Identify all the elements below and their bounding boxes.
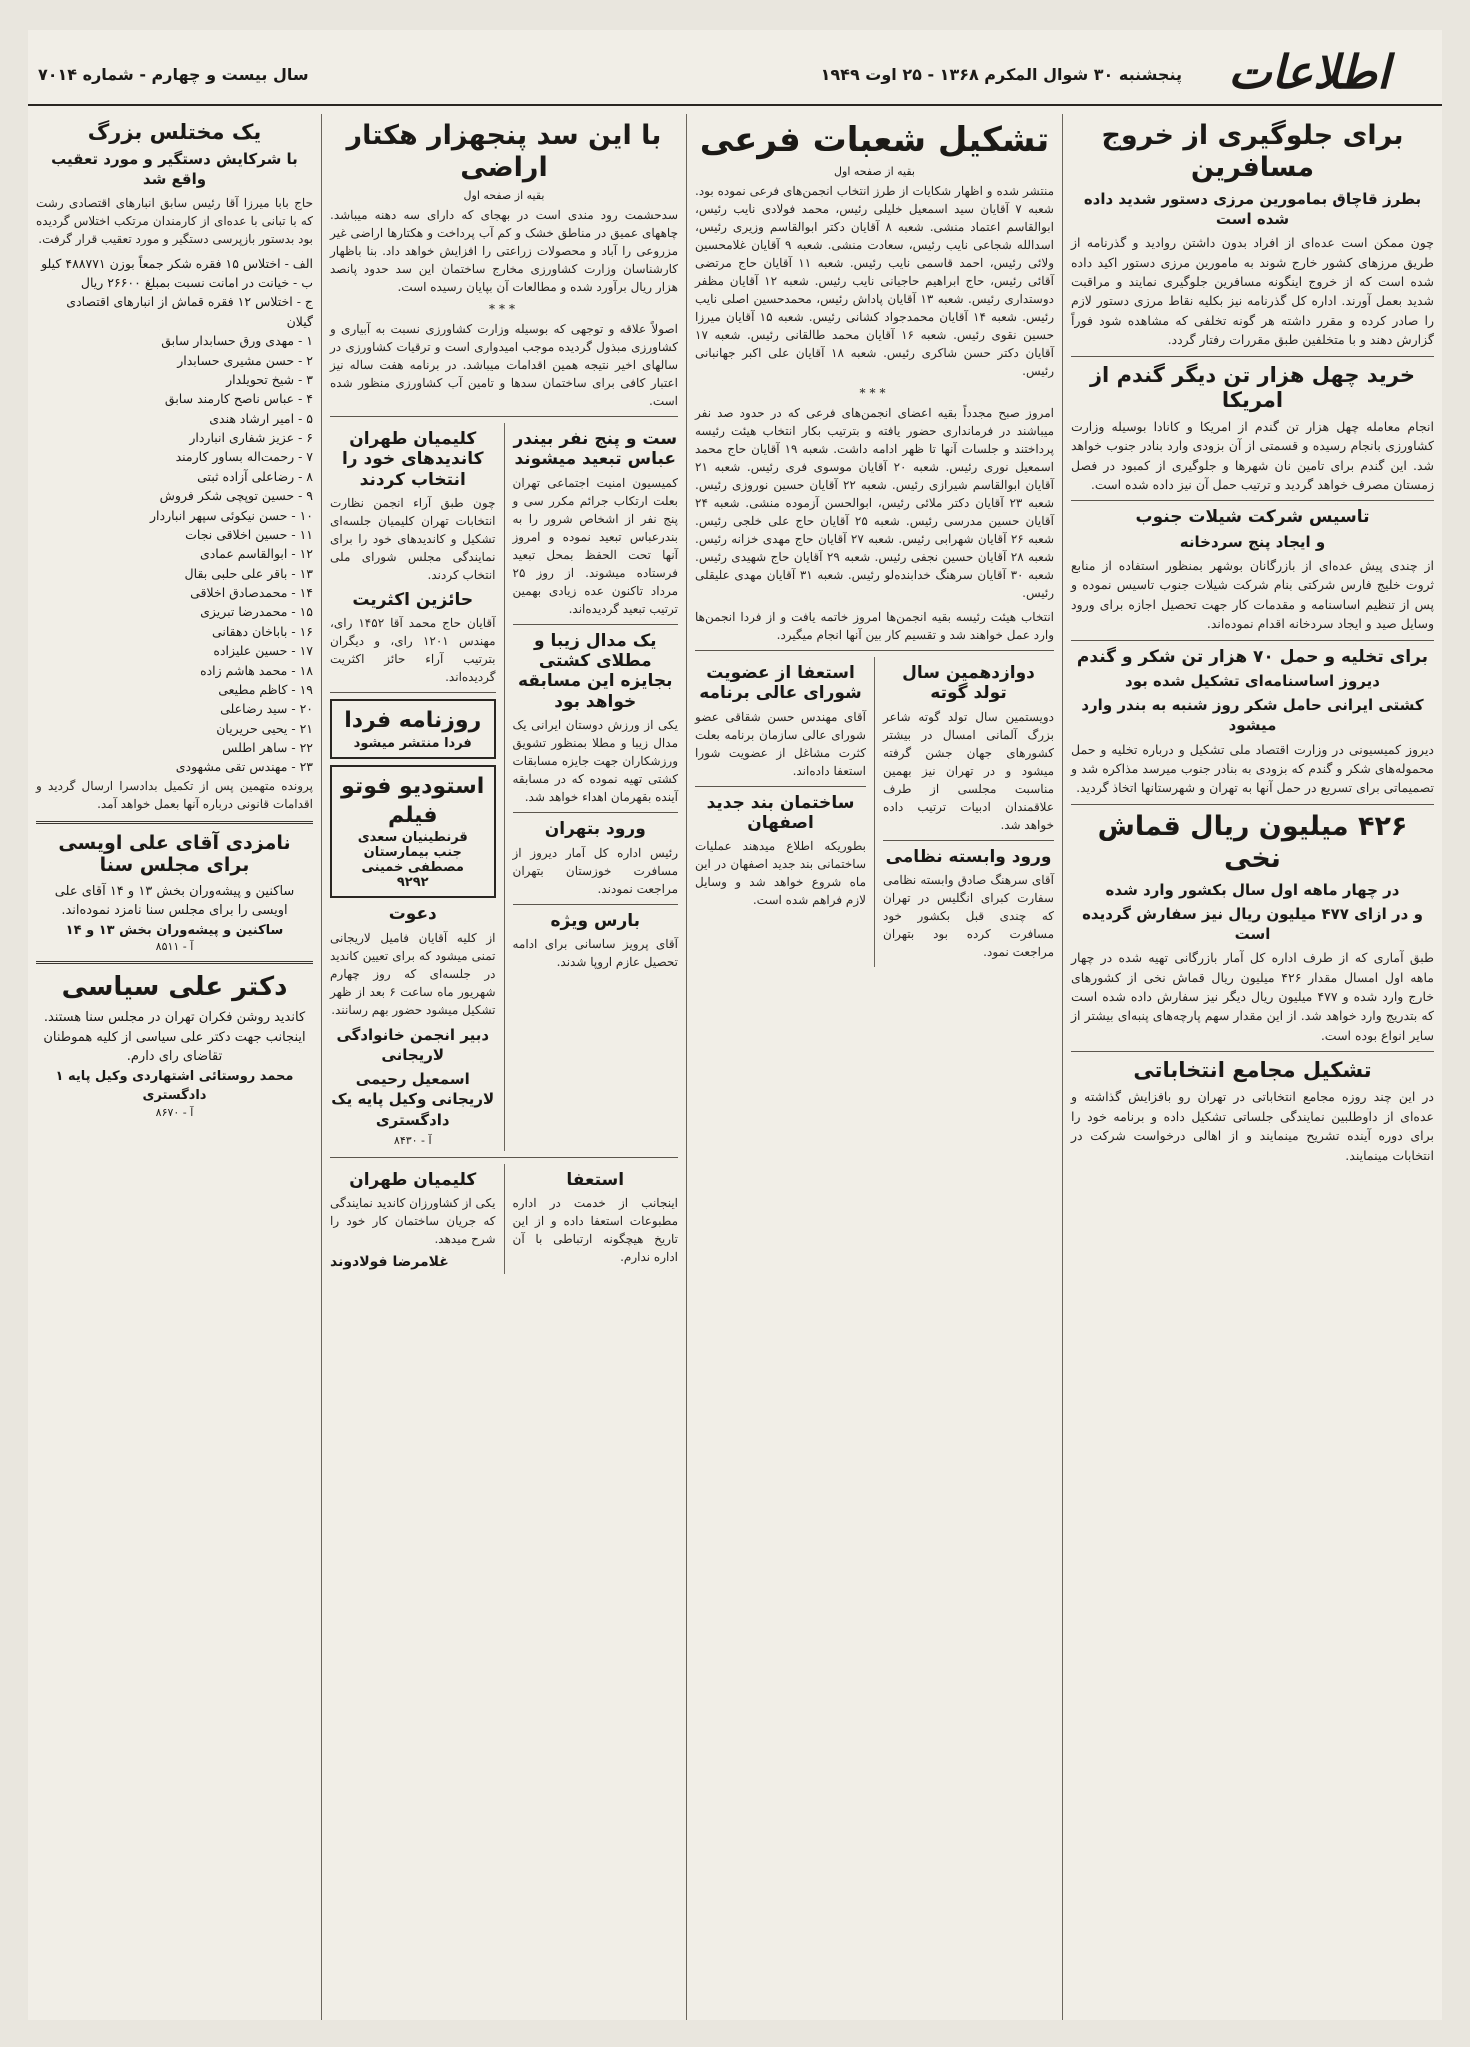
- defendants-list: [36, 254, 313, 777]
- separator-stars: ***: [489, 301, 519, 316]
- divider: [1071, 804, 1434, 805]
- article-3-subheadline: و ایجاد پنج سردخانه: [1179, 532, 1326, 551]
- article-10-headline: ساختمان بند جدید اصفهان: [706, 792, 855, 833]
- article-9-headline: استعفا از عضویت شورای عالی برنامه: [699, 662, 862, 704]
- list-item: ۲۳ - مهندس تقی مشهودی: [175, 759, 313, 775]
- ad-siasi-body: کاندید روشن فکران تهران در مجلس سنا هستند. اینجانب جهت دکتر علی سیاسی از کلیه هموطنان تقاضای رای دارم.: [43, 1010, 306, 1065]
- column-3-lower: [330, 423, 678, 1151]
- ad-farda-line: فردا منتشر میشود: [353, 735, 472, 751]
- article-6-headline: تشکیل مجامع انتخاباتی: [1133, 1058, 1372, 1083]
- column-3-bottom: [330, 1164, 678, 1274]
- article-12-body: سدحشمت رود مندی است در بهجای که دارای سه دهنه میباشد. چاههای عمیق در مناطق خشک و کم آب پرداخت و هکتارها اراضی غیر مزروعی را آباد و محصولات زراعتی را افزایش خواهد داد. بنا باظهار کارشناسان وزارت کشاورزی مخارج ساختمان این سد حدود پانصد هزار ریال برآورد شده و مطالعات آن بپایان رسیده است.: [330, 207, 678, 294]
- ad-studio-address: جنب بیمارستان مصطفی خمینی: [361, 845, 464, 876]
- continued-note: بقیه از صفحه اول: [463, 188, 545, 202]
- column-2: [686, 114, 1062, 2020]
- article-1-body: چون ممکن است عده‌ای از افراد بدون داشتن روادید و گذرنامه از طریق مرزهای کشور خارج شوند به مامورین مرزی دستور اکید داده شده است که از خروج اینگونه مسافرین جلوگیری نمایند و مراقبت شدید بعمل آورند. اداره کل گذرنامه نیز بکلیه نقاط مرزی دستور لازم را صادر کرده و مقرر داشته هر گونه تخلفی که مشاهده شود فوراً گزارش دهند و با متخلفین طبق مقررات رفتار گردد.: [1071, 235, 1434, 348]
- ad-farda-title: روزنامه فردا: [344, 708, 482, 734]
- ad-studio-line: قرنطینیان سعدی: [357, 830, 468, 846]
- article-19-body: یکی از کشاورزان کاندید نمایندگی که جریان ساختمان کار خود را شرح میدهد.: [329, 1196, 496, 1247]
- list-item: ۱۲ - ابوالقاسم عمادی: [199, 546, 313, 562]
- article-20-body: حاج بابا میرزا آقا رئیس سابق انبارهای اقتصادی رشت که با تبانی با عده‌ای از کارمندان مرتکب اختلاس گردیده بود بدستور بازپرسی دستگیر و مورد تعقیب قرار گرفت.: [36, 195, 313, 246]
- article-12-body-2: اصولاً علاقه و توجهی که بوسیله وزارت کشاورزی نسبت به آبیاری و کشاورزی مبذول گردیده موجب امیدواری است و ترقیات کشاورزی در سالهای اخیر نتیجه همین اقدامات میباشد. در برنامه هفت ساله نیز اعتبار کافی برای ساختمان سدها و تامین آب کشاورزی منظور شده است.: [330, 321, 678, 408]
- list-item: ۴ - عباس ناصح کارمند سابق: [164, 391, 313, 407]
- article-9-body: آقای مهندس حسن شقاقی عضو شورای عالی سازمان برنامه بعلت کثرت مشاغل از عضویت شورا استعفا داده‌اند.: [695, 709, 866, 778]
- ad-siasi-title: دکتر علی سیاسی: [61, 972, 288, 1003]
- article-4-body: دیروز کمیسیونی در وزارت اقتصاد ملی تشکیل و درباره تخلیه و حمل محموله‌های شکر و گندم که بزودی به بنادر جنوب میرسد مذاکره شد و تصمیماتی برای تسریع در حمل آنها به تهران و شهرستانها اتخاذ گردید.: [1071, 741, 1434, 796]
- ad-studio: [330, 765, 496, 898]
- article-14-headline: کلیمیان طهران کاندیدهای خود را انتخاب کردند: [341, 428, 484, 490]
- list-item: ۱۳ - باقر علی حلبی بقال: [184, 565, 313, 581]
- ad-studio-title: استودیو فوتو فیلم: [341, 773, 485, 828]
- ad-invite-body: از کلیه آقایان فامیل لاریجانی تمنی میشود که برای تعیین کاندید در جلسه‌ای که روز چهارم شهریور ماه ساعت ۶ بعد از ظهر تشکیل میشود حضور بهم رسانند.: [330, 930, 496, 1017]
- article-4-subheadline: دیروز اساسنامه‌ای تشکیل شده بود: [1125, 671, 1380, 690]
- list-item: ب - خیانت در امانت نسبت بمبلغ ۲۶۶۰۰ ریال: [80, 275, 313, 291]
- article-20-body-tail: پرونده متهمین پس از تکمیل بدادسرا ارسال گردید و اقدامات قانونی درباره آنها بعمل خواهد آمد.: [36, 778, 313, 811]
- article-20-headline: یک مختلس بزرگ: [87, 120, 262, 144]
- list-item: ۱۷ - حسین علیزاده: [213, 643, 313, 659]
- separator-stars: ***: [859, 385, 890, 400]
- divider: [695, 786, 866, 787]
- continued-note: بقیه از صفحه اول: [834, 164, 915, 178]
- list-item: ۱۹ - کاظم مطیعی: [218, 681, 313, 697]
- list-item: ج - اختلاس ۱۲ فقره قماش از انبارهای اقتصادی گیلان: [66, 294, 313, 329]
- article-4-headline: برای تخلیه و حمل ۷۰ هزار تن شکر و گندم: [1076, 646, 1429, 667]
- ad-studio-code: ۹۲۹۲: [396, 875, 429, 891]
- divider: [883, 840, 1054, 841]
- column-3-bottom-right: [513, 1164, 679, 1274]
- article-5-subheadline-2: و در ازای ۴۷۷ میلیون ریال نیز سفارش گردیده است: [1082, 904, 1423, 944]
- list-item: ۱ - مهدی ورق حسابدار سابق: [161, 333, 313, 349]
- ad-invite-title: دعوت: [388, 904, 437, 925]
- dateline: [38, 58, 1182, 90]
- column-3-lower-right: [513, 423, 679, 1151]
- article-18-headline: استعفا: [566, 1169, 625, 1190]
- article-8-body: دویستمین سال تولد گوته شاعر بزرگ آلمانی امسال در بیشتر کشورهای جهان جشن گرفته میشود و در تهران نیز بهمین مناسبت مجلسی از طرف علاقمندان ادبیات ترتیب داده خواهد شد.: [883, 709, 1054, 832]
- divider: [36, 821, 313, 824]
- article-5-headline: ۴۲۶ میلیون ریال قماش نخی: [1097, 810, 1408, 875]
- list-item: ۱۰ - حسن نیکوئی سپهر انباردار: [150, 507, 313, 523]
- newspaper-page: [28, 30, 1442, 2020]
- list-item: ۵ - امیر ارشاد هندی: [209, 410, 313, 426]
- article-14-subheadline: حائزین اکثریت: [352, 589, 474, 610]
- newspaper-logo: اطلاعات: [1228, 45, 1390, 99]
- ad-invite-sign: دبیر انجمن خانوادگی لاریجانی: [336, 1025, 490, 1064]
- article-7-headline: تشکیل شعبات فرعی: [699, 120, 1050, 160]
- article-15-body: یکی از ورزش دوستان ایرانی یک مدال زیبا و مطلا بمنظور تشویق ورزشکاران جهت جایزه مسابقات کشتی تهیه نموده که در مسابقه آینده بقهرمان اهداء خواهد شد.: [512, 718, 678, 805]
- ad-invite-sign-2: اسمعیل رحیمی لاریجانی وکیل پایه یک دادگستری: [331, 1070, 495, 1129]
- column-2-lower-left: [695, 657, 875, 967]
- article-19-signature: غلامرضا فولادوند: [330, 1254, 449, 1271]
- article-17-body: آقای پرویز ساسانی برای ادامه تحصیل عازم اروپا شدند.: [512, 936, 678, 969]
- article-6-body: در این چند روزه مجامع انتخاباتی در تهران رو بافزایش گذاشته و عده‌ای از داوطلبین نمایندگی جلساتی تشکیل داده و برنامه خود را برای دوره آینده تشریح مینمایند و از اهالی درخواست شرکت در انتخابات مینمایند.: [1071, 1089, 1434, 1163]
- article-8-headline: دوازدهمین سال تولد گوته: [902, 662, 1035, 704]
- article-13-headline: ست و پنج نفر بیندر عباس تبعید میشوند: [513, 428, 678, 470]
- list-item: ۲۲ - ساهر اطلس: [222, 740, 313, 756]
- article-20-subheadline: با شرکایش دستگیر و مورد تعقیب واقع شد: [51, 150, 298, 189]
- article-2-body: انجام معامله چهل هزار تن گندم از امریکا و کانادا بوسیله وزارت کشاورزی بانجام رسیده و قسمتی از آن بزودی وارد بنادر جنوب خواهد شد. این گندم برای تامین نان شهرها و جلوگیری از کمبود در فصل زمستان مصرف خواهد گردید و ترتیب حمل آن نیز داده شده است.: [1071, 418, 1434, 493]
- article-11-body: آقای سرهنگ صادق وابسته نظامی سفارت کبرای انگلیس در تهران که چندی قبل بکشور خود مسافرت کرده بود بتهران مراجعت نمود.: [883, 872, 1054, 959]
- column-1: [1062, 114, 1442, 2020]
- article-7-body: منتشر شده و اظهار شکایات از طرز انتخاب انجمن‌های فرعی نموده بود. شعبه ۷ آقایان سید اسمعیل خلیلی رئیس، محمد فولادی نایب رئیس، ابوالقاسم اعتماد منشی. شعبه ۸ آقایان دکتر ابوالقاسم وزیری رئیس، اسدالله شجاعی نایب رئیس، سعادت منشی. شعبه ۹ آقایان غلامحسین ولائی رئیس، احمد قاسمی نایب رئیس. شعبه ۱۱ آقایان حاج مرتضی آقائی رئیس، حاج ابراهیم حاجیانی نایب رئیس. شعبه ۱۲ آقایان مظفر دوستداری رئیس. شعبه ۱۳ آقایان پاداش رئیس، محمدحسین اصلی نایب رئیس. شعبه ۱۴ آقایان محمدجواد کشانی رئیس. شعبه ۱۵ آقایان میرزا حسین نقوی رئیس. شعبه ۱۶ آقایان محمد طالقانی رئیس. شعبه ۱۷ آقایان دکتر حسن شاکری رئیس. شعبه ۱۸ آقایان علی اکبر جهانبانی رئیس.: [695, 183, 1055, 378]
- column-2-lower: [695, 657, 1054, 967]
- divider: [1071, 356, 1434, 357]
- issue-line: سال بیست و چهارم - شماره ۷۰۱۴: [38, 64, 309, 84]
- list-item: ۳ - شیخ تحویلدار: [226, 371, 313, 387]
- ad-siasi-code: آ - ۸۶۷۰: [155, 1105, 194, 1119]
- list-item: الف - اختلاس ۱۵ فقره شکر جمعاً بوزن ۴۸۸۷۷۱ کیلو: [41, 255, 313, 271]
- ad-oveisi-sign: ساکنین و پیشه‌وران بخش ۱۳ و ۱۴: [65, 922, 284, 938]
- article-4-subheadline-2: کشتی ایرانی حامل شکر روز شنبه به بندر وارد میشود: [1081, 696, 1424, 735]
- article-3-body: از چندی پیش عده‌ای از بازرگانان بوشهر بمنظور استفاده از منابع ثروت خلیج فارس شرکتی بنام شرکت شیلات جنوب تاسیس نموده و پس از تنظیم اساسنامه و مقدمات کار جهت تحصیل اجازه برای ورود وسایل صید و ایجاد سردخانه اقدام نموده‌اند.: [1071, 558, 1434, 632]
- article-3-headline: تاسیس شرکت شیلات جنوب: [1135, 507, 1370, 528]
- divider: [513, 904, 679, 905]
- list-item: ۲ - حسن مشیری حسابدار: [177, 352, 313, 368]
- list-item: ۱۶ - باباخان دهقانی: [211, 623, 313, 639]
- ad-oveisi-title: نامزدی آقای علی اویسی برای مجلس سنا: [58, 831, 291, 876]
- divider: [513, 624, 679, 625]
- article-12-headline: با این سد پنجهزار هکتار اراضی: [346, 120, 662, 184]
- list-item: ۲۰ - سید رضاعلی: [220, 701, 313, 717]
- article-14-body: چون طبق آراء انجمن نظارت انتخابات تهران کلیمیان جلسه‌ای تشکیل و کاندیدهای خود را برای نمایندگی مجلس شورای ملی انتخاب کردند.: [330, 495, 496, 582]
- column-3-lower-left: [330, 423, 505, 1151]
- list-item: ۷ - رحمت‌اله بساور کارمند: [175, 449, 313, 465]
- divider: [1071, 500, 1434, 501]
- divider: [330, 692, 496, 693]
- column-2-lower-right: [883, 657, 1054, 967]
- article-5-subheadline: در چهار ماهه اول سال بکشور وارد شده: [1105, 880, 1400, 899]
- ad-oveisi-code: آ - ۸۵۱۱: [155, 940, 194, 954]
- article-1-subheadline: بطرز قاچاق بمامورین مرزی دستور شدید داده شده است: [1083, 189, 1422, 229]
- article-14-body-2: آقایان حاج محمد آقا ۱۴۵۲ رای، مهندس ۱۲۰۱ رای، و دیگران بترتیب آراء حائز اکثریت گردیده‌اند.: [330, 616, 496, 685]
- divider: [36, 961, 313, 964]
- divider: [1071, 1051, 1434, 1052]
- article-16-body: رئیس اداره کل آمار دیروز از مسافرت خوزستان بتهران مراجعت نمودند.: [512, 845, 678, 896]
- divider: [330, 416, 678, 417]
- article-1-headline: برای جلوگیری از خروج مسافرین: [1101, 120, 1404, 184]
- list-item: ۱۴ - محمدصادق اخلاقی: [190, 585, 313, 601]
- divider: [330, 1157, 678, 1158]
- article-10-body: بطوریکه اطلاع میدهند عملیات ساختمانی بند جدید اصفهان در این ماه شروع خواهد شد و وسایل لازم فراهم شده است.: [695, 839, 866, 908]
- column-3: [321, 114, 686, 2020]
- article-5-body: طبق آماری که از طرف اداره کل آمار بازرگانی تهیه شده در چهار ماهه اول امسال مقدار ۴۲۶ میلیون ریال قماش نخی از کشورهای خارج وارد شده و ۴۷۷ میلیون ریال دیگر نیز سفارش داده شده است که بتدریج وارد خواهد شد. از این مقدار سهم پارچه‌های پنبه‌ای بیشتر از سایر انواع بوده است.: [1071, 950, 1434, 1043]
- list-item: ۹ - حسین توپچی شکر فروش: [159, 488, 313, 504]
- list-item: ۸ - رضاعلی آزاده ثبتی: [197, 468, 313, 484]
- list-item: ۱۱ - حسین اخلاقی نجات: [185, 526, 313, 542]
- masthead: [28, 40, 1442, 106]
- article-13-body: کمیسیون امنیت اجتماعی تهران بعلت ارتکاب جرائم مکرر سی و پنج نفر از اشخاص شرور را به بندرعباس تبعید نموده و امروز آنها تحت الحفظ بمحل تبعید فرستاده میشوند. از روز ۲۵ مرداد تاکنون عده زیادی بهمین ترتیب تبعید گردیده‌اند.: [512, 475, 678, 616]
- divider: [513, 812, 679, 813]
- article-17-headline: بارس ویژه: [550, 910, 640, 931]
- article-19-headline: کلیمیان طهران: [349, 1169, 477, 1190]
- article-16-headline: ورود بتهران: [544, 819, 646, 840]
- article-2-headline: خرید چهل هزار تن دیگر گندم از امریکا: [1089, 362, 1416, 412]
- column-4: [28, 114, 321, 2020]
- ad-invite-code: آ - ۸۴۳۰: [393, 1133, 432, 1147]
- article-7-body-2: امروز صبح مجدداً بقیه اعضای انجمن‌های فرعی که در حدود صد نفر میباشند در فرمانداری حضور یافته و بترتیب بکار انتخاب هیئت رئیسه پرداختند و جلسات آنها تا ظهر ادامه داشت. شعبه ۱۹ آقایان حاج محمد اسمعیل نوری رئیس. شعبه ۲۰ آقایان موسوی فری رئیس. شعبه ۲۱ آقایان ابوالقاسم شیرازی رئیس. شعبه ۲۲ آقایان حسین نوروزی رئیس. شعبه ۲۳ آقایان دکتر ملائی رئیس، ابوالحسن آزموده منشی. شعبه ۲۴ آقایان حسین مدرسی رئیس. شعبه ۲۵ آقایان حاج علی خلجی رئیس. شعبه ۲۶ آقایان شهرابی رئیس. شعبه ۲۷ آقایان حاج مهدی خزانه رئیس. شعبه ۲۸ آقایان حسین نجفی رئیس. شعبه ۲۹ آقایان حاج شهیدی رئیس. شعبه ۳۰ آقایان سرهنگ خدابنده‌لو رئیس. شعبه ۳۱ آقایان مهدی علیقلی رئیس.: [695, 405, 1055, 600]
- ad-farda: [330, 699, 496, 759]
- ad-oveisi-body: ساکنین و پیشه‌وران بخش ۱۳ و ۱۴ آقای علی اویسی را برای مجلس سنا نامزد نموده‌اند.: [54, 883, 295, 919]
- list-item: ۶ - عزیز شفاری انباردار: [189, 430, 313, 446]
- article-18-body: اینجانب از خدمت در اداره مطبوعات استعفا داده و از این تاریخ هیچگونه ارتباطی با آن اداره ندارم.: [512, 1196, 678, 1265]
- date-line: پنجشنبه ۳۰ شوال المکرم ۱۳۶۸ - ۲۵ اوت ۱۹۴۹: [820, 64, 1182, 84]
- article-11-headline: ورود وابسته نظامی: [885, 846, 1052, 867]
- list-item: ۱۵ - محمدرضا تبریزی: [200, 604, 313, 620]
- ad-siasi-sign: محمد روستائی اشتهاردی وکیل پایه ۱ دادگستری: [55, 1068, 294, 1104]
- column-3-bottom-left: [330, 1164, 505, 1274]
- article-15-headline: یک مدال زیبا و مطلای کشتی بجایزه این مسابقه خواهد بود: [518, 630, 673, 712]
- list-item: ۱۸ - محمد هاشم زاده: [200, 662, 313, 678]
- list-item: ۲۱ - یحیی حریریان: [216, 720, 313, 736]
- article-7-body-3: انتخاب هیئت رئیسه بقیه انجمن‌ها امروز خاتمه یافت و از فردا انجمن‌ها وارد عمل خواهند شد و تقسیم کار بین آنها انجام میگیرد.: [695, 609, 1054, 642]
- columns: [28, 114, 1442, 2020]
- divider: [695, 650, 1054, 651]
- divider: [1071, 640, 1434, 641]
